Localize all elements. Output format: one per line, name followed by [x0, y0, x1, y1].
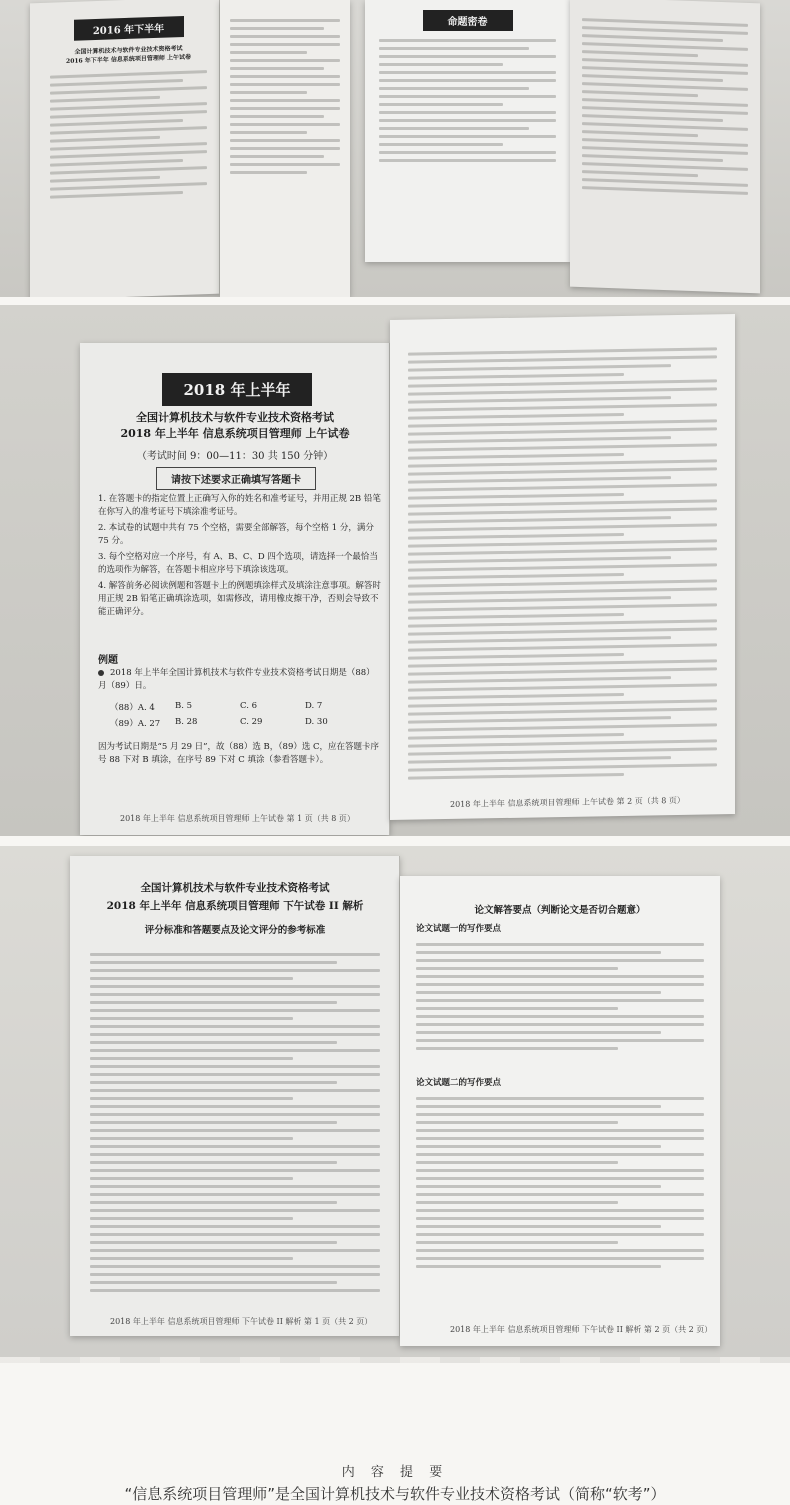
- photo-2018-afternoon-analysis: [0, 846, 790, 1357]
- exam-page-1: [80, 343, 390, 835]
- rule-4: 4. 解答前务必阅读例题和答题卡上的例题填涂样式及填涂注意事项。解答时用正规 2B 铅笔正确填涂选项，如需修改，请用橡皮擦干净，否则会导致不能正确评分。: [98, 581, 381, 617]
- analysis-heading-line3: 评分标准和答题要点及论文评分的参考标准: [144, 925, 326, 936]
- analysis-page-2-footer: 2018 年上半年 信息系统项目管理师 下午试卷 II 解析 第 2 页（共 2 页）: [450, 1325, 713, 1334]
- rule-1: 1. 在答题卡的指定位置上正确写入你的姓名和准考证号，并用正规 2B 铅笔在你写入的准考证号下填涂准考证号。: [98, 494, 381, 517]
- booklet-secret-right-page: [570, 0, 760, 293]
- example-question: 2018 年上半年全国计算机技术与软件专业技术资格考试日期是（88）月（89）日。: [98, 668, 375, 691]
- heading-2016-line1: 全国计算机技术与软件专业技术资格考试: [74, 44, 183, 56]
- exam-heading-line2: 2018 年上半年 信息系统项目管理师 上午试卷: [120, 427, 350, 440]
- exam-page-2: [390, 314, 735, 820]
- analysis-page-2: [400, 876, 720, 1346]
- section-intro: “信息系统项目管理师”是全国计算机技术与软件专业技术资格考试（简称“软考”）: [124, 1485, 666, 1503]
- rule-3: 3. 每个空格对应一个序号，有 A、B、C、D 四个选项，请选择一个最恰当的选项作为解答，在答题卡相应序号下填涂该选项。: [98, 552, 378, 575]
- photo-top-two-booklets: [0, 0, 790, 297]
- booklet-2016-right-page: [220, 0, 350, 297]
- example-options-88: （88）A. 4 B. 5 C. 6 D. 7: [110, 701, 323, 713]
- banner-2018: 2018 年上半年: [162, 373, 312, 406]
- exam-time: （考试时间 9：00—11：30 共 150 分钟）: [136, 451, 334, 462]
- analysis-heading-line2: 2018 年上半年 信息系统项目管理师 下午试卷 II 解析: [106, 900, 364, 912]
- content-summary-section: [0, 1357, 790, 1505]
- bullet-icon: [98, 670, 104, 676]
- heading-2016-line2: 2016 年下半年 信息系统项目管理师 上午试卷: [66, 53, 191, 66]
- banner-secret-exam: 命题密卷: [423, 10, 513, 31]
- analysis-page-1: [70, 856, 400, 1336]
- analysis-right-heading: 论文解答要点（判断论文是否切合题意）: [474, 905, 646, 916]
- example-options-89: （89）A. 27 B. 28 C. 29 D. 30: [110, 717, 328, 729]
- exam-heading-line1: 全国计算机技术与软件专业技术资格考试: [136, 411, 334, 424]
- page-2-footer: 2018 年上半年 信息系统项目管理师 上午试卷 第 2 页（共 8 页）: [450, 795, 685, 809]
- example-explanation: 因为考试日期是“5 月 29 日”，故（88）选 B，（89）选 C，应在答题卡序号 88 下对 B 填涂，在序号 89 下对 C 填涂（参看答题卡）。: [98, 742, 380, 765]
- exam-rules: [98, 493, 382, 619]
- section-title: 内 容 提 要: [341, 1465, 449, 1480]
- photo-2018-morning-exam: [0, 305, 790, 836]
- banner-2016: 2016 年下半年: [74, 16, 184, 41]
- analysis-heading-line1: 全国计算机技术与软件专业技术资格考试: [140, 882, 330, 894]
- analysis-right-sub2: 论文试题二的写作要点: [416, 1078, 502, 1088]
- rule-2: 2. 本试卷的试题中共有 75 个空格，需要全部解答，每个空格 1 分，满分 75 分。: [98, 523, 374, 546]
- divider: [0, 1357, 790, 1363]
- booklet-2016-page: [30, 0, 220, 297]
- page-1-footer: 2018 年上半年 信息系统项目管理师 上午试卷 第 1 页（共 8 页）: [120, 814, 355, 823]
- booklet-secret-page: [365, 0, 570, 262]
- analysis-right-sub1: 论文试题一的写作要点: [416, 924, 502, 934]
- answer-sheet-instruction: 请按下述要求正确填写答题卡: [156, 467, 316, 490]
- analysis-page-1-footer: 2018 年上半年 信息系统项目管理师 下午试卷 II 解析 第 1 页（共 2 页）: [110, 1317, 373, 1326]
- example-title: 例题: [98, 655, 118, 666]
